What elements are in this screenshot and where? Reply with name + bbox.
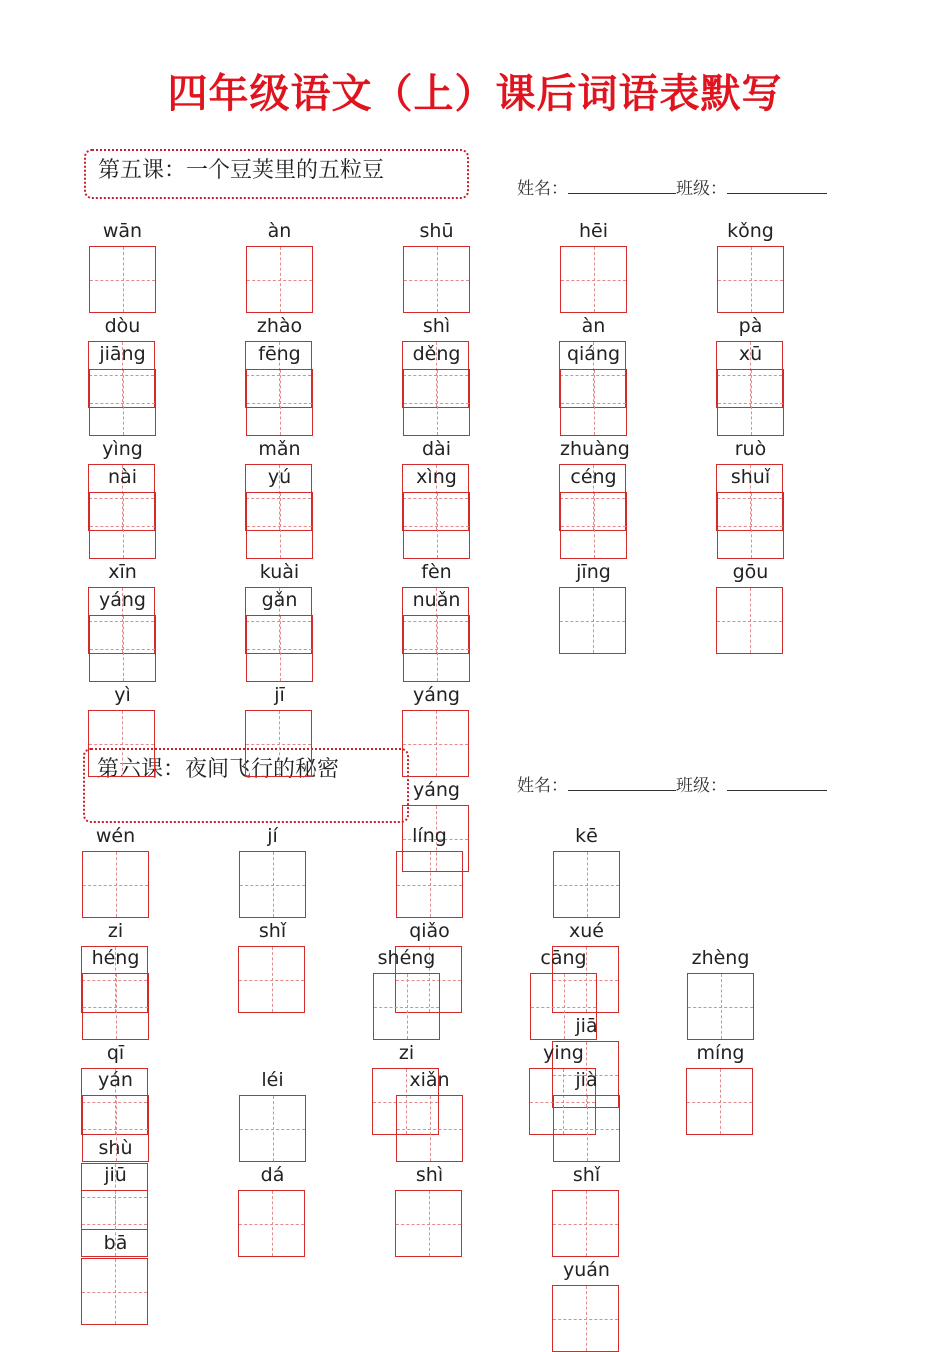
pinyin-label: zi xyxy=(398,1042,415,1064)
word-item xyxy=(560,464,627,654)
lesson-title: 第六课：夜间飞行的秘密 xyxy=(97,757,340,782)
syllable xyxy=(82,1162,149,1257)
pinyin-label: dài xyxy=(422,438,451,460)
writing-cell[interactable] xyxy=(687,973,754,1040)
pinyin-label: xīn xyxy=(108,561,137,583)
pinyin-label: nài xyxy=(108,466,137,488)
pinyin-label: qiáng xyxy=(566,343,621,365)
syllable xyxy=(553,823,620,918)
syllable xyxy=(553,1067,620,1162)
pinyin-label: shuǐ xyxy=(730,466,771,488)
writing-cell[interactable] xyxy=(82,973,149,1040)
writing-cell[interactable] xyxy=(81,1190,148,1257)
pinyin-label: yáng xyxy=(99,589,146,611)
writing-cell[interactable] xyxy=(717,492,784,559)
pinyin-label: zhào xyxy=(256,315,303,337)
syllable xyxy=(717,464,784,559)
syllable xyxy=(239,823,306,918)
pinyin-label: fèn xyxy=(421,561,452,583)
syllable xyxy=(403,587,470,682)
pinyin-label: céng xyxy=(570,466,617,488)
syllable xyxy=(553,1162,620,1257)
pinyin-label: shū xyxy=(419,220,454,242)
syllable xyxy=(246,341,313,436)
pinyin-label: shǐ xyxy=(572,1164,601,1186)
word-item xyxy=(89,587,156,777)
syllable xyxy=(530,945,597,1040)
pinyin-label: yìng xyxy=(102,438,143,460)
writing-cell[interactable] xyxy=(396,1095,463,1162)
writing-cell[interactable] xyxy=(716,587,783,654)
class-label: 班级： xyxy=(676,179,727,199)
pinyin-label: bā xyxy=(103,1232,128,1254)
writing-cell[interactable] xyxy=(686,1068,753,1135)
pinyin-label: cāng xyxy=(540,947,587,969)
name-blank[interactable] xyxy=(568,774,676,791)
pinyin-label: shù xyxy=(98,1137,133,1159)
writing-cell[interactable] xyxy=(246,615,313,682)
syllable xyxy=(717,559,784,654)
pinyin-label: dòu xyxy=(104,315,141,337)
word-item xyxy=(396,1067,463,1257)
syllable xyxy=(403,682,470,777)
writing-cell[interactable] xyxy=(245,710,312,777)
syllable xyxy=(82,945,149,1040)
word-item xyxy=(717,464,784,654)
pinyin-label: shǐ xyxy=(258,920,287,942)
pinyin-label: pà xyxy=(738,315,763,337)
writing-cell[interactable] xyxy=(89,246,156,313)
writing-cell[interactable] xyxy=(552,1285,619,1352)
pinyin-label: jīng xyxy=(576,561,611,583)
pinyin-label: xiǎn xyxy=(409,1069,450,1091)
pinyin-label: àn xyxy=(581,315,606,337)
writing-cell[interactable] xyxy=(559,587,626,654)
pinyin-label: shì xyxy=(415,1164,444,1186)
writing-cell[interactable] xyxy=(717,369,784,436)
writing-cell[interactable] xyxy=(552,1190,619,1257)
syllable xyxy=(560,559,627,654)
syllable xyxy=(560,218,627,313)
writing-cell[interactable] xyxy=(89,615,156,682)
writing-cell[interactable] xyxy=(88,710,155,777)
pinyin-label: yán xyxy=(98,1069,133,1091)
pinyin-label: wān xyxy=(102,220,143,242)
syllable xyxy=(82,823,149,918)
writing-cell[interactable] xyxy=(239,851,306,918)
name-blank[interactable] xyxy=(568,177,676,194)
pinyin-label: àn xyxy=(267,220,292,242)
syllable xyxy=(403,464,470,559)
syllable xyxy=(717,341,784,436)
pinyin-label: jiū xyxy=(104,1164,127,1186)
pinyin-label: mǎn xyxy=(258,438,301,460)
pinyin-label: jiā xyxy=(575,1015,598,1037)
syllable xyxy=(89,464,156,559)
writing-cell[interactable] xyxy=(403,492,470,559)
pinyin-label: héng xyxy=(91,947,140,969)
writing-cell[interactable] xyxy=(553,851,620,918)
syllable xyxy=(687,1040,754,1135)
writing-cell[interactable] xyxy=(402,710,469,777)
pinyin-label: děng xyxy=(412,343,461,365)
pinyin-label: xué xyxy=(569,920,604,942)
pinyin-label: jí xyxy=(267,825,278,847)
writing-cell[interactable] xyxy=(403,615,470,682)
syllable xyxy=(246,587,313,682)
pinyin-label: yú xyxy=(267,466,292,488)
writing-cell[interactable] xyxy=(403,246,470,313)
lesson-title-box xyxy=(84,149,469,199)
name-label: 姓名： xyxy=(517,179,568,199)
syllable xyxy=(396,1162,463,1257)
pinyin-label: zi xyxy=(107,920,124,942)
pinyin-label: gōu xyxy=(732,561,769,583)
syllable xyxy=(717,218,784,313)
syllable xyxy=(553,1257,620,1352)
writing-cell[interactable] xyxy=(89,492,156,559)
syllable xyxy=(373,945,440,1040)
pinyin-label: jiāng xyxy=(99,343,146,365)
pinyin-label: qī xyxy=(106,1042,125,1064)
pinyin-label: yì xyxy=(114,684,131,706)
class-blank[interactable] xyxy=(727,177,827,194)
syllable xyxy=(396,823,463,918)
word-item xyxy=(239,1067,306,1257)
writing-cell[interactable] xyxy=(246,246,313,313)
pinyin-label: yáng xyxy=(413,684,460,706)
word-item xyxy=(687,945,754,1135)
writing-cell[interactable] xyxy=(82,851,149,918)
syllable xyxy=(89,682,156,777)
syllable xyxy=(246,218,313,313)
writing-cell[interactable] xyxy=(717,246,784,313)
writing-cell[interactable] xyxy=(530,973,597,1040)
name-class-line xyxy=(517,174,827,199)
name-label: 姓名： xyxy=(517,776,568,796)
pinyin-label: fēng xyxy=(258,343,301,365)
pinyin-label: jià xyxy=(575,1069,598,1091)
pinyin-label: xìng xyxy=(416,466,457,488)
syllable xyxy=(246,464,313,559)
syllable xyxy=(246,682,313,777)
name-class-line xyxy=(517,771,827,796)
writing-cell[interactable] xyxy=(82,1095,149,1162)
syllable xyxy=(396,1067,463,1162)
syllable xyxy=(687,945,754,1040)
writing-cell[interactable] xyxy=(81,1258,148,1325)
syllable xyxy=(239,1067,306,1162)
writing-cell[interactable] xyxy=(373,973,440,1040)
class-label: 班级： xyxy=(676,776,727,796)
syllable xyxy=(560,341,627,436)
pinyin-label: kǒng xyxy=(727,220,774,242)
writing-cell[interactable] xyxy=(560,369,627,436)
word-item xyxy=(239,823,306,1013)
page-title: 四年级语文（上）课后词语表默写 xyxy=(167,71,783,117)
syllable xyxy=(89,341,156,436)
class-blank[interactable] xyxy=(727,774,827,791)
word-item xyxy=(82,1067,149,1257)
pinyin-label: yuán xyxy=(563,1259,610,1281)
writing-cell[interactable] xyxy=(246,492,313,559)
writing-cell[interactable] xyxy=(238,1190,305,1257)
word-item xyxy=(246,587,313,777)
pinyin-label: wén xyxy=(95,825,136,847)
word-item xyxy=(553,1067,620,1352)
pinyin-label: xū xyxy=(738,343,763,365)
syllable xyxy=(89,218,156,313)
syllable xyxy=(82,1067,149,1162)
pinyin-label: shéng xyxy=(377,947,436,969)
pinyin-label: kē xyxy=(575,825,598,847)
writing-cell[interactable] xyxy=(89,369,156,436)
pinyin-label: ruò xyxy=(734,438,767,460)
pinyin-label: gǎn xyxy=(261,589,298,611)
pinyin-label: léi xyxy=(261,1069,284,1091)
pinyin-label: qiǎo xyxy=(409,920,450,942)
pinyin-label: shì xyxy=(422,315,451,337)
syllable xyxy=(403,341,470,436)
pinyin-label: líng xyxy=(412,825,447,847)
writing-cell[interactable] xyxy=(239,1095,306,1162)
syllable xyxy=(239,918,306,1013)
pinyin-label: hēi xyxy=(578,220,608,242)
writing-cell[interactable] xyxy=(553,1095,620,1162)
pinyin-label: zhuàng xyxy=(560,438,630,460)
pinyin-label: míng xyxy=(696,1042,745,1064)
pinyin-label: jī xyxy=(274,684,285,706)
pinyin-label: kuài xyxy=(259,561,300,583)
writing-cell[interactable] xyxy=(403,369,470,436)
syllable xyxy=(89,587,156,682)
writing-cell[interactable] xyxy=(238,946,305,1013)
writing-cell[interactable] xyxy=(396,851,463,918)
writing-cell[interactable] xyxy=(560,492,627,559)
pinyin-label: ying xyxy=(543,1042,584,1064)
lesson-title: 第五课：一个豆荚里的五粒豆 xyxy=(98,158,385,183)
pinyin-label: nuǎn xyxy=(412,589,461,611)
syllable xyxy=(560,464,627,559)
pinyin-label: dá xyxy=(260,1164,285,1186)
pinyin-label: zhèng xyxy=(691,947,750,969)
writing-cell[interactable] xyxy=(560,246,627,313)
pinyin-label: yáng xyxy=(413,779,460,801)
writing-cell[interactable] xyxy=(395,1190,462,1257)
writing-cell[interactable] xyxy=(246,369,313,436)
syllable xyxy=(239,1162,306,1257)
syllable xyxy=(403,218,470,313)
